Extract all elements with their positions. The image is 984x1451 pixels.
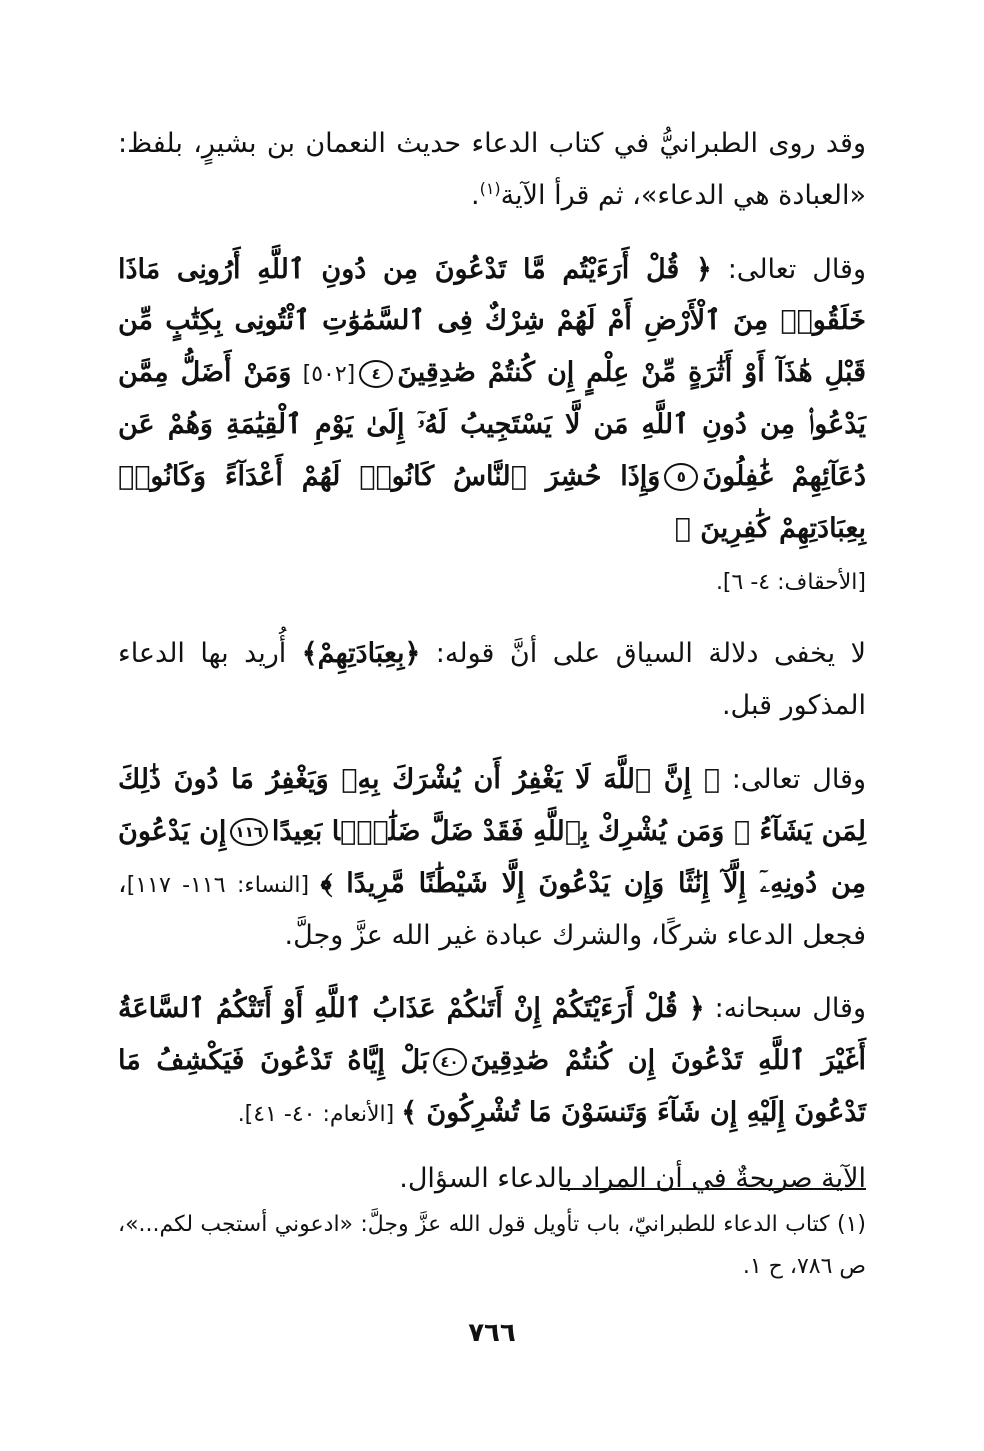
paragraph-conclusion xyxy=(118,1153,866,1205)
quran-verse: ﴿ قُلْ أَرَءَيْتَكُمْ إِنْ أَتَىٰكُمْ عَذَابُ ٱللَّهِ أَوْ أَتَتْكُمُ ٱلسَّاعَةُ أَغَيْرَ ٱللَّهِ تَدْعُونَ إِن كُنتُمْ صَٰدِقِينَ xyxy=(118,993,866,1077)
surah-reference: [الأحقاف: ٤- ٦]. xyxy=(715,569,866,595)
quran-verse: بَلْ إِيَّاهُ تَدْعُونَ فَيَكْشِفُ مَا تَدْعُونَ إِلَيْهِ إِن شَآءَ وَتَنسَوْنَ مَا تُشْرِكُونَ ﴾ xyxy=(118,1045,866,1129)
footnote xyxy=(118,1204,866,1288)
surah-reference: [النساء: ١١٦- ١١٧] xyxy=(126,872,321,898)
quran-verse: وَمَنْ أَضَلُّ مِمَّن يَدْعُوا۟ مِن دُونِ ٱللَّهِ مَن لَّا يَسْتَجِيبُ لَهُۥٓ إِلَىٰ يَوْمِ ٱلْقِيَٰمَةِ وَهُمْ عَن دُعَآئِهِمْ غَٰفِلُونَ xyxy=(118,357,866,492)
verse-intro: وقال تعالى: xyxy=(719,764,866,796)
paragraph-nisa-verse xyxy=(118,754,866,961)
ayah-number-badge: ٥ xyxy=(664,463,698,491)
ayah-number-badge: ٤ xyxy=(359,360,393,388)
cross-reference: [٥٠٢] xyxy=(302,362,356,388)
paragraph-text: ، فجعل الدعاء شركًا، والشرك عبادة غير الله عزَّ وجلَّ. xyxy=(118,867,866,951)
quran-verse: وَإِذَا حُشِرَ ٱلنَّاسُ كَانُوا۟ لَهُمْ أَعْدَآءً وَكَانُوا۟ بِعِبَادَتِهِمْ كَٰفِرِينَ ﴾ xyxy=(118,460,866,544)
verse-intro: وقال تعالى: xyxy=(711,253,866,285)
paragraph-end: . xyxy=(470,179,480,211)
ayah-number-badge: ١١٦ xyxy=(230,818,267,846)
paragraph-text: الآية صريحةٌ في أن المراد بالدعاء السؤال. xyxy=(399,1162,866,1194)
footnote-number: (١) xyxy=(836,1212,866,1237)
footnote-text: كتاب الدعاء للطبرانيّ، باب تأويل قول الله عزَّ وجلَّ: «ادعوني أستجب لكم...»، ص ٧٨٦، ح ١. xyxy=(118,1212,866,1279)
paragraph-text: أُريد بها الدعاء المذكور قبل. xyxy=(118,638,866,722)
verse-intro: وقال سبحانه: xyxy=(704,993,866,1025)
footnote-marker[interactable]: (١) xyxy=(479,178,501,198)
ayah-number-badge: ٤٠ xyxy=(433,1048,467,1076)
footnote-divider xyxy=(560,1188,866,1190)
quran-verse: ﴿ قُلْ أَرَءَيْتُم مَّا تَدْعُونَ مِن دُونِ ٱللَّهِ أَرُونِى مَاذَا خَلَقُوا۟ مِنَ ٱلْأَرْضِ أَمْ لَهُمْ شِرْكٌ فِى ٱلسَّمَٰوَٰتِ ٱئْتُونِى بِكِتَٰبٍ مِّن قَبْلِ هَٰذَآ أَوْ أَثَٰرَةٍ مِّنْ عِلْمٍ إِن كُنتُمْ صَٰدِقِينَ xyxy=(118,253,866,389)
page-number: ٧٦٦ xyxy=(468,1318,516,1348)
paragraph-tabarani-hadith xyxy=(118,118,866,222)
paragraph-text: لا يخفى دلالة السياق على أنَّ قوله: xyxy=(420,638,866,670)
surah-reference: [الأنعام: ٤٠- ٤١]. xyxy=(237,1102,402,1128)
quran-word: ﴿بِعِبَادَتِهِمْ﴾ xyxy=(301,638,421,670)
paragraph-context-note xyxy=(118,628,866,732)
quran-verse: ﴿ إِنَّ ٱللَّهَ لَا يَغْفِرُ أَن يُشْرَكَ بِهِۦ وَيَغْفِرُ مَا دُونَ ذَٰلِكَ لِمَن يَشَآءُ ۚ وَمَن يُشْرِكْ بِٱللَّهِ فَقَدْ ضَلَّ ضَلَٰلًۢا بَعِيدًا xyxy=(118,764,866,847)
paragraph-anam-verse xyxy=(118,983,866,1138)
paragraph-text: وقد روى الطبرانيُّ في كتاب الدعاء حديث النعمان بن بشيرٍ، بلفظ: «العبادة هي الدعاء»، ثم قرأ الآية xyxy=(118,128,866,211)
paragraph-ahqaf-verse xyxy=(118,244,866,607)
quran-verse: إِن يَدْعُونَ مِن دُونِهِۦٓ إِلَّآ إِنَٰثًا وَإِن يَدْعُونَ إِلَّا شَيْطَٰنًا مَّرِيدًا ﴾ xyxy=(118,815,866,899)
